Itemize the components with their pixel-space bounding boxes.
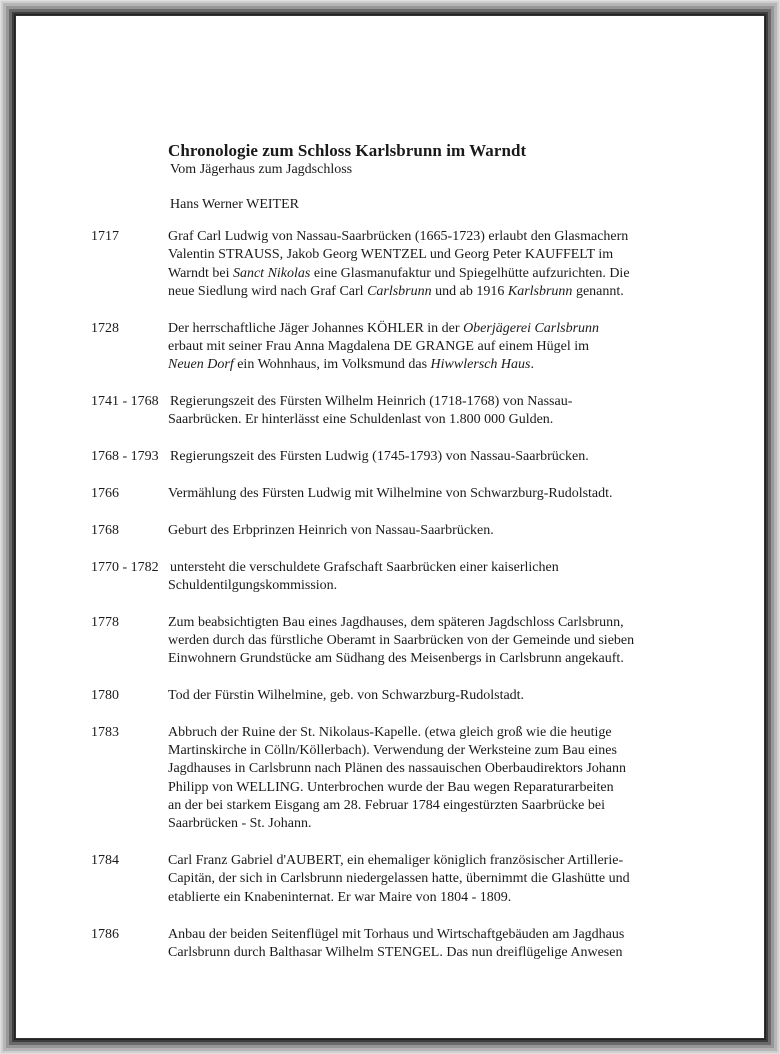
entry-text	[168, 320, 651, 375]
entry-text-segment: an der bei starkem Eisgang am 28. Februar 1784 eingestürzten Saarbrücke bei	[168, 798, 605, 814]
entry-text	[168, 724, 651, 834]
entry-line	[168, 338, 651, 356]
entry-line	[168, 320, 651, 338]
entry-text-segment: neue Siedlung wird nach Graf Carl	[168, 283, 368, 299]
entry-text	[170, 448, 651, 466]
entry-line	[170, 559, 651, 577]
entry-line	[170, 448, 651, 466]
entry-text-segment: und ab 1916	[431, 283, 508, 299]
entry-line	[168, 797, 651, 815]
entry-text-segment: Carl Franz Gabriel d'AUBERT, ein ehemaliger königlich französischer Artillerie-	[168, 853, 624, 869]
entry-text-segment: .	[530, 357, 534, 373]
entry-text	[168, 228, 651, 301]
entry-text-segment: Einwohnern Grundstücke am Südhang des Meisenbergs in Carlsbrunn angekauft.	[168, 651, 624, 667]
entry-line	[168, 265, 651, 283]
document-author: Hans Werner WEITER	[170, 197, 299, 212]
entry-text-segment: werden durch das fürstliche Oberamt in Saarbrücken von der Gemeinde und sieben	[168, 632, 635, 648]
entry-italic-term: Sanct Nikolas	[232, 265, 311, 281]
entry-line	[168, 356, 651, 374]
entry-text-segment: Anbau der beiden Seitenflügel mit Torhaus und Wirtschaftgebäuden am Jagdhaus	[168, 926, 625, 942]
entry-text	[168, 614, 651, 669]
entry-text	[168, 485, 651, 503]
entry-line	[168, 632, 651, 650]
entry-line	[168, 228, 651, 246]
chronology-entry	[91, 614, 651, 669]
entry-date: 1783	[91, 724, 119, 740]
entry-date: 1780	[91, 688, 119, 704]
document-subtitle: Vom Jägerhaus zum Jagdschloss	[170, 162, 353, 177]
entry-italic-term: Neuen Dorf	[168, 357, 234, 373]
entry-line	[168, 246, 651, 264]
entry-text-segment: Graf Carl Ludwig von Nassau-Saarbrücken (1665-1723) erlaubt den Glasmachern	[168, 229, 629, 244]
entry-italic-term: Hiwwlersch Haus	[430, 357, 531, 373]
entry-line	[168, 742, 651, 760]
entry-text-segment: Valentin STRAUSS, Jakob Georg WENTZEL und Georg Peter KAUFFELT im	[168, 247, 614, 263]
entry-line	[168, 926, 651, 944]
entry-line	[168, 411, 651, 429]
entry-text-segment: Saarbrücken. Er hinterlässt eine Schuldenlast von 1.800 000 Gulden.	[168, 412, 554, 428]
entry-line	[168, 485, 651, 503]
chronology-entry	[91, 926, 651, 963]
chronology-entry	[91, 320, 651, 375]
chronology-entry	[91, 687, 651, 705]
entry-text-segment: etablierte ein Knabeninternat. Er war Maire von 1804 - 1809.	[168, 889, 512, 905]
entry-text-segment: Jagdhauses in Carlsbrunn nach Plänen des nassauischen Oberbaudirektors Johann	[168, 761, 627, 777]
entry-text	[168, 852, 651, 907]
entry-line	[168, 779, 651, 797]
entry-text-segment: erbaut mit seiner Frau Anna Magdalena DE GRANGE auf einem Hügel im	[168, 338, 590, 354]
entry-line	[168, 760, 651, 778]
entry-date: 1717	[91, 229, 119, 244]
entry-line	[168, 687, 651, 705]
entry-text-segment: genannt.	[572, 283, 624, 299]
entry-text-segment: Martinskirche in Cölln/Köllerbach). Verwendung der Werksteine zum Bau eines	[168, 743, 617, 759]
entry-date: 1741 - 1768	[91, 394, 159, 410]
entry-text	[168, 926, 651, 963]
entry-date: 1778	[91, 614, 119, 630]
entry-text-segment: ein Wohnhaus, im Volksmund das	[233, 357, 431, 373]
entry-text-segment: Warndt bei	[168, 265, 233, 281]
chronology-list	[91, 228, 651, 981]
entry-date: 1728	[91, 320, 119, 336]
entry-text-segment: Regierungszeit des Fürsten Wilhelm Heinrich (1718-1768) von Nassau-	[170, 394, 573, 410]
entry-date: 1768 - 1793	[91, 449, 159, 465]
entry-line	[168, 724, 651, 742]
entry-line	[168, 614, 651, 632]
entry-text-segment: Der herrschaftliche Jäger Johannes KÖHLER in der	[168, 320, 464, 336]
entry-line	[170, 393, 651, 411]
entry-text-segment: Schuldentilgungskommission.	[168, 577, 338, 593]
chronology-entry	[91, 228, 651, 301]
chronology-entry	[91, 724, 651, 834]
entry-text-segment: Abbruch der Ruine der St. Nikolaus-Kapelle. (etwa gleich groß wie die heutige	[168, 724, 612, 740]
entry-text-segment: Saarbrücken - St. Johann.	[168, 816, 312, 832]
chronology-entry	[91, 852, 651, 907]
entry-line	[168, 852, 651, 870]
entry-text-segment: untersteht die verschuldete Grafschaft Saarbrücken einer kaiserlichen	[170, 559, 559, 575]
entry-text-segment: Philipp von WELLING. Unterbrochen wurde der Bau wegen Reparaturarbeiten	[168, 779, 614, 795]
entry-line	[168, 577, 651, 595]
entry-date: 1786	[91, 926, 119, 942]
entry-text	[170, 559, 651, 596]
chronology-entry	[91, 485, 651, 503]
chronology-entry	[91, 448, 651, 466]
entry-text-segment: Zum beabsichtigten Bau eines Jagdhauses, dem späteren Jagdschloss Carlsbrunn,	[168, 614, 624, 630]
entry-text	[168, 522, 651, 540]
entry-text-segment: Geburt des Erbprinzen Heinrich von Nassau-Saarbrücken.	[168, 522, 494, 538]
entry-italic-term: Karlsbrunn	[507, 283, 573, 299]
entry-line	[168, 283, 651, 301]
entry-text	[170, 393, 651, 430]
entry-line	[168, 870, 651, 888]
chronology-entry	[91, 522, 651, 540]
entry-italic-term: Carlsbrunn	[367, 283, 432, 299]
chronology-entry	[91, 559, 651, 596]
entry-text	[168, 687, 651, 705]
entry-text-segment: Capitän, der sich in Carlsbrunn niedergelassen hatte, übernimmt die Glashütte und	[168, 871, 630, 887]
document-page	[15, 15, 765, 1039]
entry-date: 1766	[91, 485, 119, 501]
chronology-entry	[91, 393, 651, 430]
entry-text-segment: Carlsbrunn durch Balthasar Wilhelm STENGEL. Das nun dreiflügelige Anwesen	[168, 944, 623, 960]
entry-text-segment: Tod der Fürstin Wilhelmine, geb. von Schwarzburg-Rudolstadt.	[168, 688, 525, 704]
entry-line	[168, 522, 651, 540]
document-header	[168, 141, 526, 213]
entry-text-segment: eine Glasmanufaktur und Spiegelhütte aufzurichten. Die	[310, 265, 630, 281]
entry-date: 1770 - 1782	[91, 559, 159, 575]
entry-italic-term: Oberjägerei Carlsbrunn	[463, 320, 600, 336]
entry-date: 1784	[91, 853, 119, 869]
entry-text-segment: Vermählung des Fürsten Ludwig mit Wilhelmine von Schwarzburg-Rudolstadt.	[168, 485, 613, 501]
entry-line	[168, 944, 651, 962]
entry-line	[168, 889, 651, 907]
entry-line	[168, 650, 651, 668]
entry-date: 1768	[91, 522, 119, 538]
entry-text-segment: Regierungszeit des Fürsten Ludwig (1745-1793) von Nassau-Saarbrücken.	[170, 449, 589, 465]
entry-line	[168, 815, 651, 833]
document-title: Chronologie zum Schloss Karlsbrunn im Warndt	[168, 141, 527, 160]
